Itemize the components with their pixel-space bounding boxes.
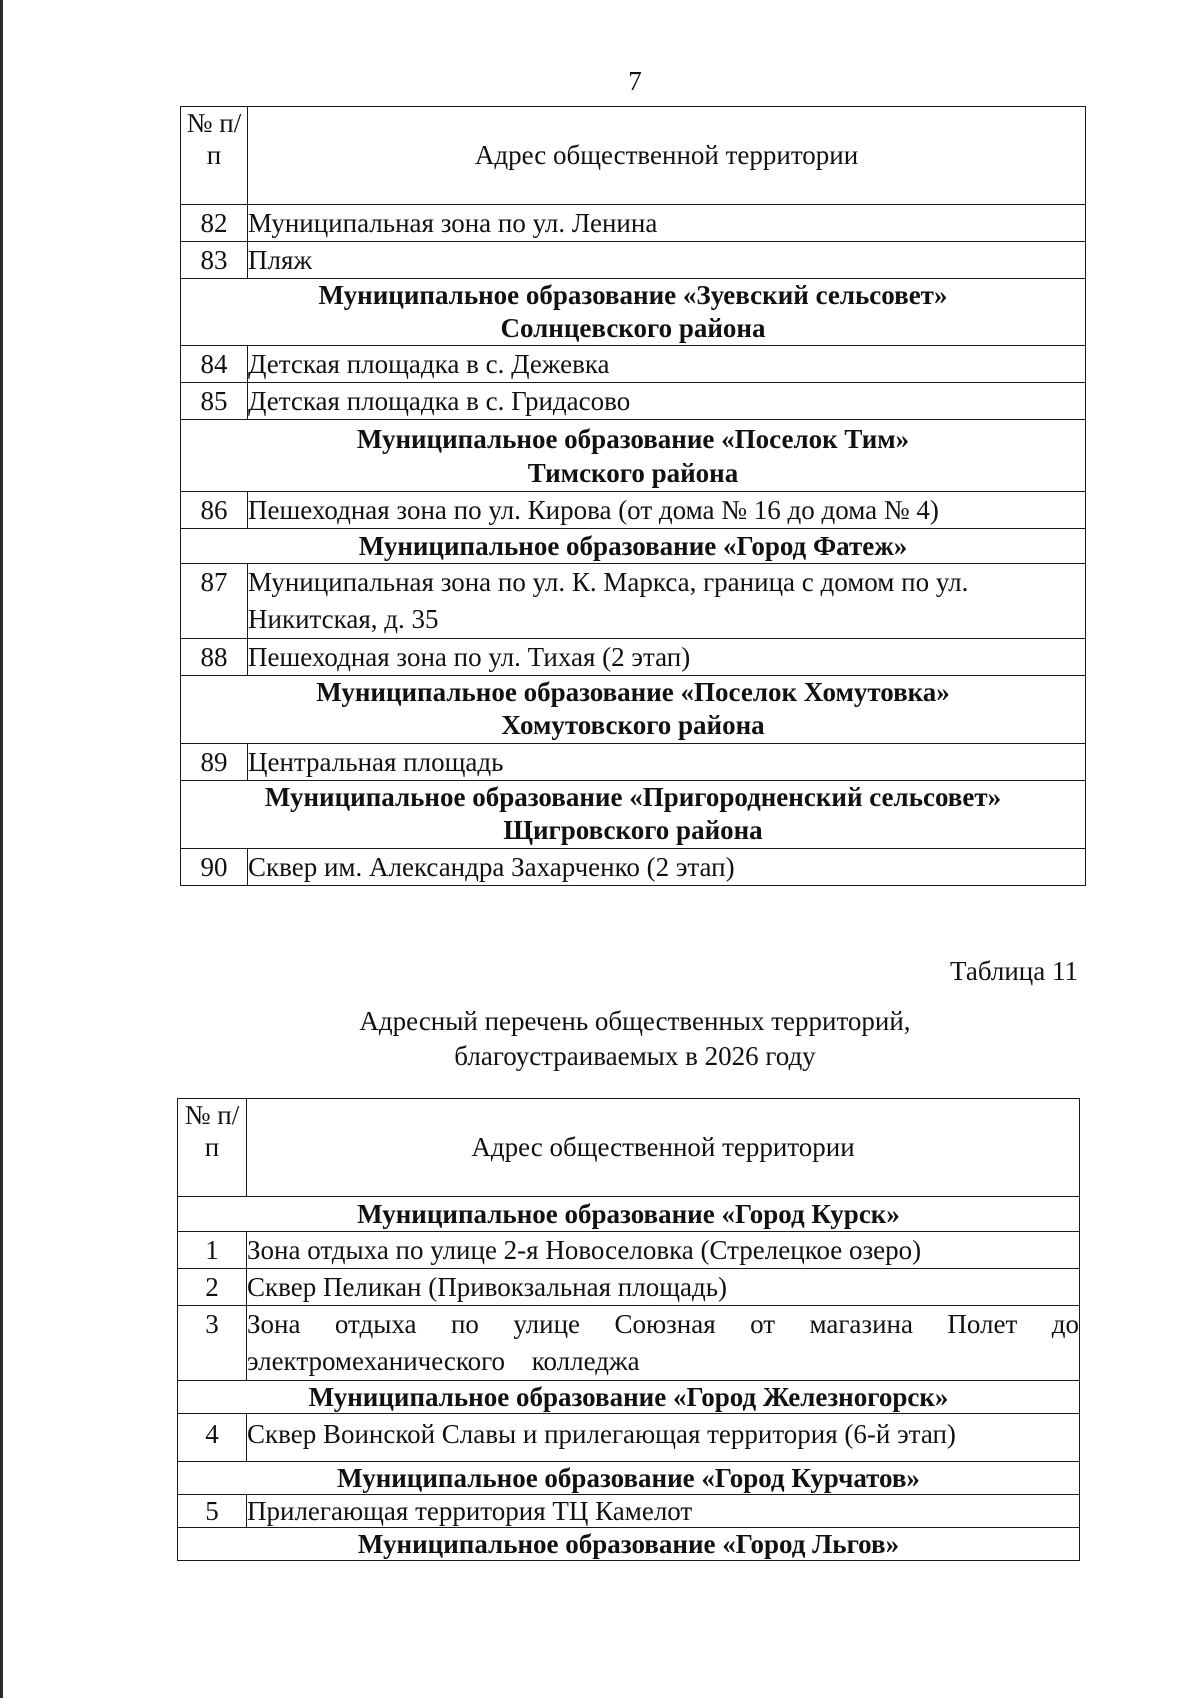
header-num-label: № п/п	[186, 108, 242, 170]
section-heading	[178, 1528, 1080, 1561]
row-address: Пешеходная зона по ул. Тихая (2 этап)	[248, 639, 1086, 676]
page-edge	[0, 0, 3, 1698]
row-address: Сквер Воинской Славы и прилегающая территория (6-й этап)	[247, 1414, 1080, 1462]
table-row	[181, 205, 1086, 242]
page-number: 7	[628, 66, 642, 96]
section-title: Муниципальное образование «Поселок Тим»	[356, 424, 910, 454]
row-address: Сквер Пеликан (Привокзальная площадь)	[247, 1269, 1080, 1306]
row-number: 90	[181, 849, 248, 886]
table-title	[0, 1004, 1200, 1074]
row-number: 82	[181, 205, 248, 242]
header-address-cell	[247, 1099, 1080, 1197]
section-heading	[178, 1381, 1080, 1414]
row-address: Сквер им. Александра Захарченко (2 этап)	[248, 849, 1086, 886]
header-address-label: Адрес общественной территории	[474, 140, 859, 170]
row-number: 86	[181, 492, 248, 529]
section-row	[178, 1528, 1080, 1561]
table-title-line: Адресный перечень общественных территорий,	[359, 1006, 911, 1036]
section-title: Муниципальное образование «Город Железногорск»	[308, 1382, 949, 1412]
section-heading	[181, 781, 1086, 849]
section-heading	[178, 1462, 1080, 1495]
table-row	[178, 1414, 1080, 1462]
row-number: 85	[181, 383, 248, 420]
table-row	[181, 383, 1086, 420]
row-number: 1	[178, 1232, 247, 1269]
section-row	[181, 676, 1086, 744]
table-row	[178, 1306, 1080, 1381]
section-title: Муниципальное образование «Пригородненский сельсовет»	[264, 782, 1002, 812]
row-address: Детская площадка в с. Гридасово	[248, 383, 1086, 420]
table-row	[181, 849, 1086, 886]
row-number: 83	[181, 242, 248, 279]
table-row	[178, 1269, 1080, 1306]
section-title: Муниципальное образование «Город Курчатов»	[337, 1463, 920, 1493]
header-address-cell	[248, 107, 1086, 205]
row-address: Зона отдыха по улице Союзная от магазина Полет до электромеханического колледжа	[247, 1306, 1080, 1381]
territory-table-2026	[177, 1098, 1080, 1561]
row-number: 3	[178, 1306, 247, 1381]
table-header-row	[181, 107, 1086, 205]
table-row	[181, 346, 1086, 383]
table-row	[178, 1495, 1080, 1528]
row-number: 4	[178, 1414, 247, 1462]
section-title: Муниципальное образование «Поселок Хомутовка»	[316, 677, 950, 707]
table-row	[181, 492, 1086, 529]
row-number: 87	[181, 564, 248, 639]
row-address: Детская площадка в с. Дежевка	[248, 346, 1086, 383]
section-heading	[181, 676, 1086, 744]
row-address: Пешеходная зона по ул. Кирова (от дома № 16 до дома № 4)	[248, 492, 1086, 529]
row-address: Муниципальная зона по ул. Ленина	[248, 205, 1086, 242]
section-title: Муниципальное образование «Город Курск»	[357, 1199, 900, 1229]
section-heading	[181, 420, 1086, 492]
section-heading	[178, 1197, 1080, 1232]
row-number: 89	[181, 744, 248, 781]
section-row	[181, 279, 1086, 346]
row-address: Прилегающая территория ТЦ Камелот	[247, 1495, 1080, 1528]
section-heading	[181, 529, 1086, 564]
section-row	[178, 1381, 1080, 1414]
row-number: 84	[181, 346, 248, 383]
table-row	[181, 242, 1086, 279]
row-address: Муниципальная зона по ул. К. Маркса, граница с домом по ул. Никитская, д. 35	[248, 564, 1086, 639]
row-address: Центральная площадь	[248, 744, 1086, 781]
table-header-row	[178, 1099, 1080, 1197]
header-num-label: № п/п	[184, 1100, 240, 1162]
table-label: Таблица 11	[950, 956, 1078, 986]
table-row	[181, 564, 1086, 639]
section-title: Муниципальное образование «Город Фатеж»	[358, 531, 908, 561]
table-row	[181, 639, 1086, 676]
section-subtitle: Тимского района	[527, 458, 739, 488]
section-subtitle: Солнцевского района	[500, 313, 766, 343]
section-heading	[181, 279, 1086, 346]
section-subtitle: Хомутовского района	[501, 710, 765, 740]
table-row	[181, 744, 1086, 781]
row-number: 5	[178, 1495, 247, 1528]
header-num-cell	[181, 107, 248, 205]
header-address-label: Адрес общественной территории	[471, 1132, 855, 1162]
row-address: Пляж	[248, 242, 1086, 279]
table-row	[178, 1232, 1080, 1269]
section-subtitle: Щигровского района	[503, 815, 763, 845]
header-num-cell	[178, 1099, 247, 1197]
section-title: Муниципальное образование «Город Льгов»	[357, 1529, 900, 1559]
section-row	[178, 1197, 1080, 1232]
section-row	[181, 420, 1086, 492]
section-title: Муниципальное образование «Зуевский сельсовет»	[318, 280, 948, 310]
row-address: Зона отдыха по улице 2-я Новоселовка (Стрелецкое озеро)	[247, 1232, 1080, 1269]
section-row	[178, 1462, 1080, 1495]
section-row	[181, 781, 1086, 849]
row-number: 2	[178, 1269, 247, 1306]
row-number: 88	[181, 639, 248, 676]
section-row	[181, 529, 1086, 564]
table-title-line: благоустраиваемых в 2026 году	[454, 1041, 816, 1071]
territory-table-continued	[180, 106, 1086, 886]
